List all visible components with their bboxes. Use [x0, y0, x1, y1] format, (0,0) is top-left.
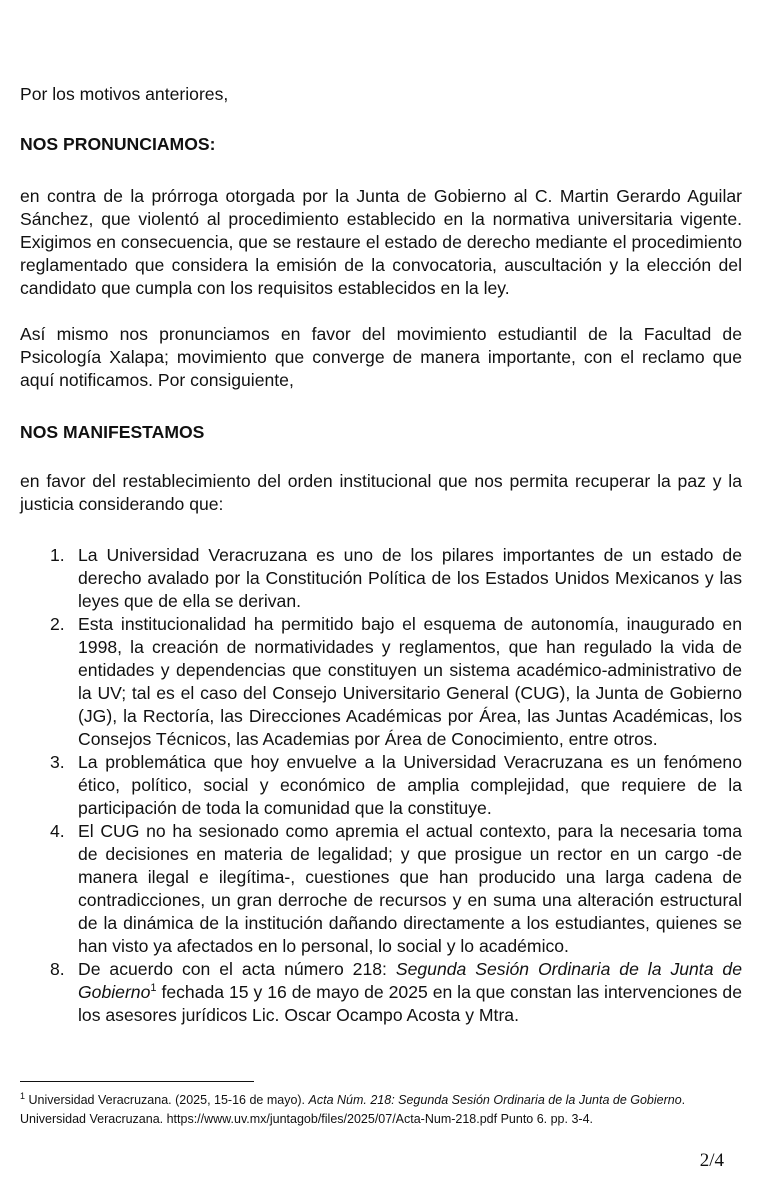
- list-item-text: El CUG no ha sesionado como apremia el actual contexto, para la necesaria toma de decisiones en materia de legalidad; y que prosigue un rector en un cargo -de manera ilegal e ilegítima-, cuestiones que han producido una larga cadena de contradicciones, un gran derroche de recursos y en suma una alteración estructural de la dinámica de la institución dañando directamente a los estudiantes, quienes se han visto ya afectados en lo personal, lo social y lo académico.: [78, 821, 742, 956]
- intro-line: Por los motivos anteriores,: [20, 84, 229, 104]
- document-body: [20, 83, 742, 1027]
- list-item-text: La Universidad Veracruzana es uno de los pilares importantes de un estado de derecho avalado por la Constitución Política de los Estados Unidos Mexicanos y las leyes que de ella se derivan.: [78, 545, 742, 611]
- footnote-reference[interactable]: 1: [150, 982, 157, 995]
- footnote: [20, 1087, 742, 1129]
- list-item: [20, 820, 742, 958]
- list-item-text: La problemática que hoy envuelve a la Universidad Veracruzana es un fenómeno ético, político, social y económico de amplia complejidad, que requiere de la participación de toda la comunidad que la constituye.: [78, 752, 742, 818]
- footnote-divider: [20, 1081, 254, 1082]
- list-item-text: Esta institucionalidad ha permitido bajo el esquema de autonomía, inaugurado en 1998, la creación de normatividades y reglamentos, que han regulado la vida de entidades y dependencias que constituyen un sistema académico-administrativo de la UV; tal es el caso del Consejo Universitario General (CUG), la Junta de Gobierno (JG), la Rectoría, las Direcciones Académicas por Área, las Juntas Académicas, los Consejos Técnicos, las Academias por Área de Conocimiento, entre otros.: [78, 614, 742, 749]
- page-number: 2/4: [699, 1150, 724, 1171]
- list-item-number: 2.: [50, 614, 65, 634]
- heading-manifestamos: NOS MANIFESTAMOS: [20, 422, 205, 442]
- heading-pronunciamos: NOS PRONUNCIAMOS:: [20, 134, 216, 154]
- list-item-text-tail: fechada 15 y 16 de mayo de 2025 en la que constan las intervenciones de los asesores jurídicos Lic. Oscar Ocampo Acosta y Mtra.: [78, 982, 742, 1025]
- list-item: [20, 958, 742, 1027]
- footnote-title: Acta Núm. 218: Segunda Sesión Ordinaria de la Junta de Gobierno: [308, 1093, 682, 1108]
- footnote-marker: 1: [20, 1091, 26, 1101]
- list-item: [20, 544, 742, 613]
- list-item: [20, 613, 742, 751]
- list-item-number: 3.: [50, 752, 65, 772]
- list-item-number: 4.: [50, 821, 65, 841]
- paragraph-restablecimiento: en favor del restablecimiento del orden institucional que nos permita recuperar la paz y la justicia considerando que:: [20, 471, 742, 514]
- list-item-number: 8.: [50, 959, 65, 979]
- paragraph-prorroga: en contra de la prórroga otorgada por la Junta de Gobierno al C. Martin Gerardo Aguilar Sánchez, que violentó al procedimiento establecido en la normativa universitaria vigente. Exigimos en consecuencia, que se restaure el estado de derecho mediante el procedimiento reglamentado que considera la emisión de la convocatoria, auscultación y la elección del candidato que cumpla con los requisitos establecidos en la ley.: [20, 186, 742, 298]
- list-item-text-lead: De acuerdo con el acta número 218:: [78, 959, 396, 979]
- footnote-lead: Universidad Veracruzana. (2025, 15-16 de mayo).: [25, 1093, 309, 1108]
- considerations-list: [20, 544, 742, 1027]
- acta-title: Segunda Sesión Ordinaria de la Junta de Gobierno: [78, 959, 742, 1002]
- list-item-number: 1.: [50, 545, 65, 565]
- paragraph-movimiento: Así mismo nos pronunciamos en favor del movimiento estudiantil de la Facultad de Psicología Xalapa; movimiento que converge de manera importante, con el reclamo que aquí notificamos. Por consiguiente,: [20, 324, 742, 390]
- footnote-tail: . Universidad Veracruzana. https://www.uv.mx/juntagob/files/2025/07/Acta-Num-218.pdf Punto 6. pp. 3-4.: [20, 1093, 686, 1127]
- list-item: [20, 751, 742, 820]
